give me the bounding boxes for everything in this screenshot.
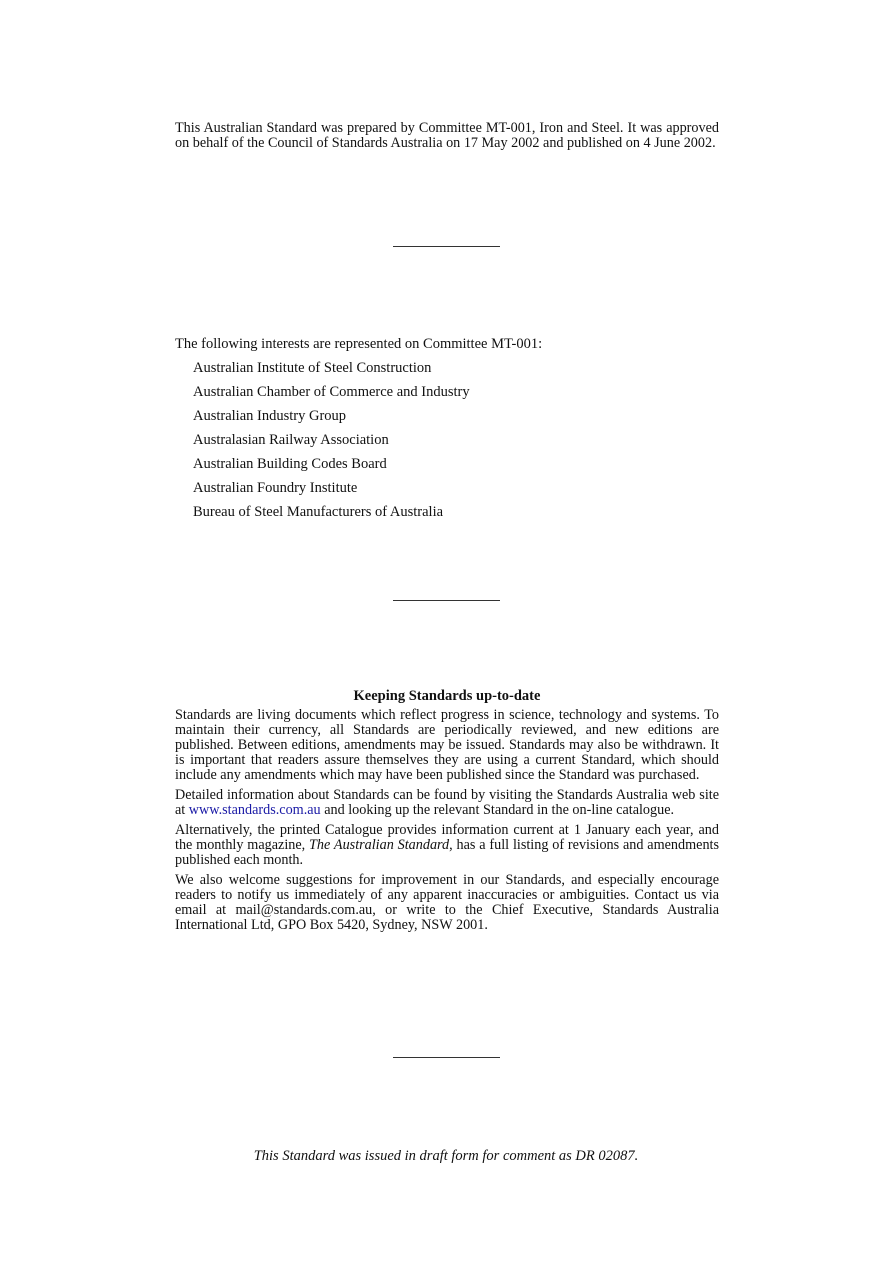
para3-text-before: Alternatively, the printed Catalogue provides information current at 1 January each year, and the monthly magazine, bbox=[175, 822, 719, 853]
preparation-text: This Australian Standard was prepared by Committee MT-001, Iron and Steel. It was approved on behalf of the Council of Standards Australia on 17 May 2002 and published on 4 June 2002. bbox=[175, 120, 719, 151]
interest-item: Australian Institute of Steel Construction bbox=[193, 360, 432, 376]
preparation-notice bbox=[175, 121, 719, 151]
interest-item: Australian Foundry Institute bbox=[193, 480, 358, 496]
interest-item: Bureau of Steel Manufacturers of Australia bbox=[193, 504, 444, 520]
standards-website-link[interactable]: www.standards.com.au bbox=[188, 802, 321, 818]
committee-interests bbox=[175, 335, 719, 521]
section-divider-2 bbox=[393, 600, 500, 601]
keeping-paragraph-3 bbox=[175, 823, 719, 868]
keeping-paragraph-1: Standards are living documents which reflect progress in science, technology and systems. To maintain their currency, all Standards are periodically reviewed, and new editions are published. Between editions, amendments may be issued. Standards may also be withdrawn. It is important that readers assure themselves they are using a current Standard, which should include any amendments which may have been published since the Standard was purchased. bbox=[175, 707, 719, 783]
keeping-paragraph-4: We also welcome suggestions for improvement in our Standards, and especially encourage readers to notify us immediately of any apparent inaccuracies or ambiguities. Contact us via email at mail@standards.com.au, or write to the Chief Executive, Standards Australia International Ltd, GPO Box 5420, Sydney, NSW 2001. bbox=[175, 872, 719, 933]
magazine-title: The Australian Standard bbox=[309, 837, 450, 853]
interests-list bbox=[175, 359, 719, 521]
draft-note: This Standard was issued in draft form for comment as DR 02087. bbox=[253, 1148, 639, 1164]
keeping-standards-section bbox=[175, 688, 719, 938]
para2-text-after: and looking up the relevant Standard in the on-line catalogue. bbox=[320, 802, 675, 818]
interests-intro: The following interests are represented on Committee MT-001: bbox=[175, 336, 543, 352]
section-divider-1 bbox=[393, 246, 500, 247]
keeping-heading: Keeping Standards up-to-date bbox=[353, 688, 541, 704]
interest-item: Australian Chamber of Commerce and Industry bbox=[193, 384, 470, 400]
para2-text-before: Detailed information about Standards can be found by visiting the Standards Australia web site at bbox=[175, 787, 719, 818]
interest-item: Australian Building Codes Board bbox=[193, 456, 387, 472]
keeping-paragraph-2 bbox=[175, 788, 719, 818]
interest-item: Australian Industry Group bbox=[193, 408, 347, 424]
para3-text-after: , has a full listing of revisions and amendments published each month. bbox=[175, 837, 720, 868]
interest-item: Australasian Railway Association bbox=[193, 432, 389, 448]
section-divider-3 bbox=[393, 1057, 500, 1058]
